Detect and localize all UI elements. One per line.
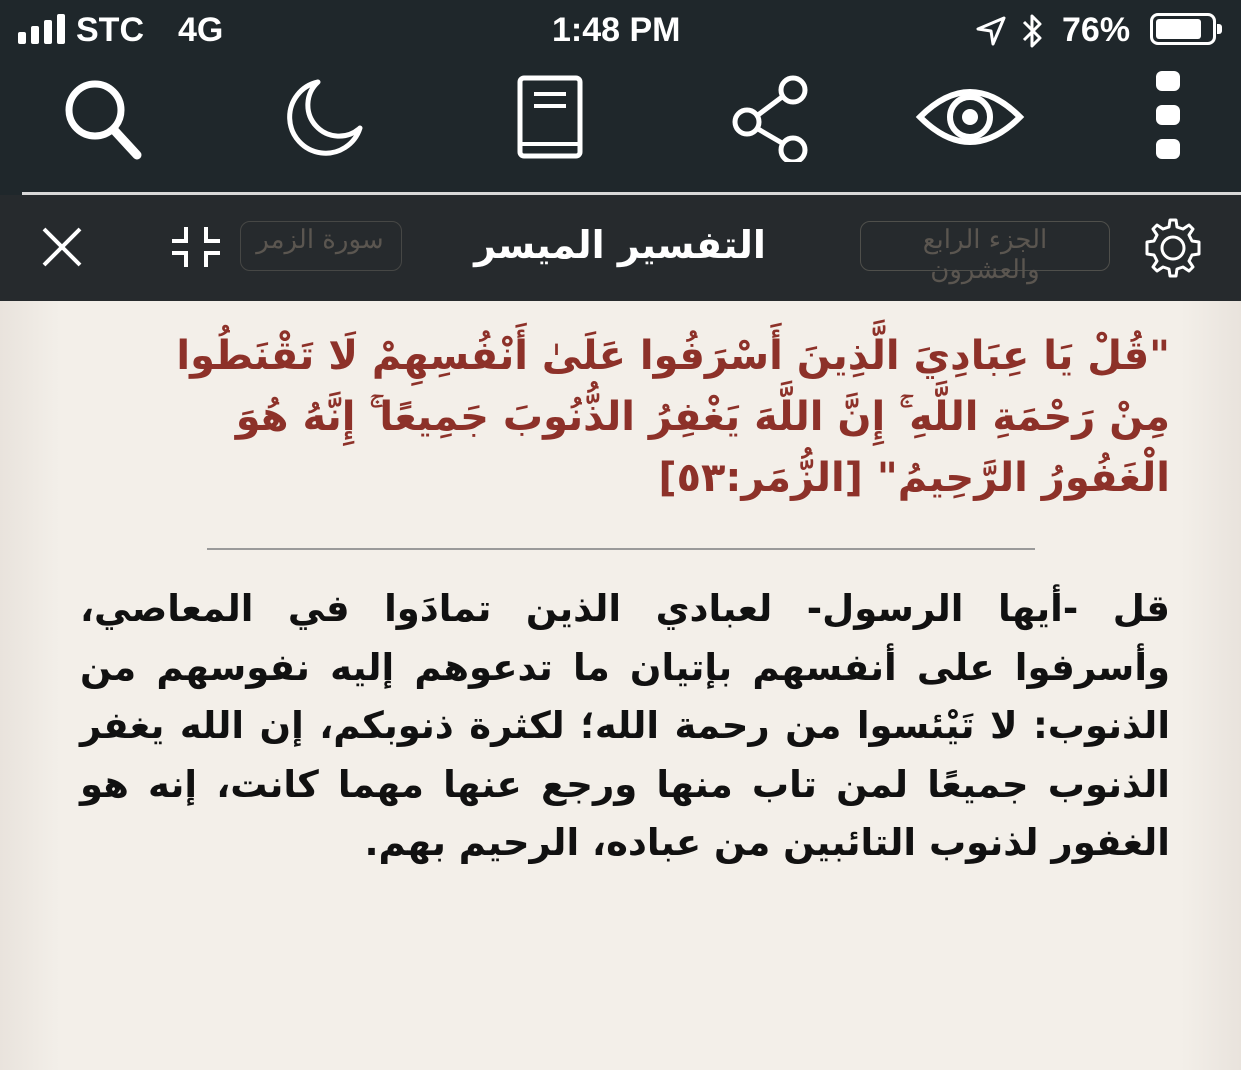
share-icon xyxy=(723,72,813,162)
tafsir-panel-header xyxy=(0,195,1241,301)
clock: 1:48 PM xyxy=(552,11,681,49)
tafsir-book-button[interactable] xyxy=(490,62,610,172)
verse-text: "قُلْ يَا عِبَادِيَ الَّذِينَ أَسْرَفُوا عَلَىٰ أَنْفُسِهِمْ لَا تَقْنَطُوا مِنْ رَحْمَةِ اللَّهِ ۚ إِنَّ اللَّهَ يَغْفِرُ الذُّنُوبَ جَمِيعًا ۚ إِنَّهُ هُوَ الْغَفُورُ الرَّحِيمُ" [الزُّمَر:٥٣] xyxy=(176,333,1170,501)
book-icon xyxy=(510,72,590,162)
juz-label: الجزء الرابع والعشرون xyxy=(922,225,1048,285)
network-label: 4G xyxy=(178,11,224,49)
battery-icon xyxy=(1150,13,1216,45)
collapse-icon xyxy=(168,221,224,273)
surah-label: سورة الزمر xyxy=(256,225,384,255)
collapse-button[interactable] xyxy=(168,221,224,273)
separator xyxy=(207,548,1035,550)
eye-icon xyxy=(915,77,1025,157)
settings-button[interactable] xyxy=(1140,215,1206,281)
night-mode-button[interactable] xyxy=(265,62,385,172)
decorative-border xyxy=(0,301,60,1070)
status-bar xyxy=(0,0,1241,62)
search-button[interactable] xyxy=(44,62,164,172)
panel-title: التفسير الميسر xyxy=(474,223,766,267)
search-icon xyxy=(59,72,149,162)
decorative-border-right xyxy=(1181,301,1241,1070)
carrier-label: STC xyxy=(76,11,144,49)
bluetooth-icon xyxy=(1020,12,1046,50)
more-icon xyxy=(1148,67,1188,167)
moon-icon xyxy=(280,72,370,162)
toolbar xyxy=(0,62,1241,192)
tafsir-text: قل -أيها الرسول- لعبادي الذين تمادَوا في المعاصي، وأسرفوا على أنفسهم بإتيان ما تدعوهم إليه نفوسهم من الذنوب: لا تَيْئسوا من رحمة الله؛ لكثرة ذنوبكم، إن الله يغفر الذنوب جميعًا لمن تاب منها ورجع عنها مهما كانت، إنه هو الغفور لذنوب التائبين من عباده، الرحيم بهم. xyxy=(80,587,1170,864)
share-button[interactable] xyxy=(708,62,828,172)
signal-icon xyxy=(18,14,65,44)
battery-percent: 76% xyxy=(1062,11,1131,49)
close-button[interactable] xyxy=(36,221,88,273)
location-icon xyxy=(974,14,1008,48)
close-icon xyxy=(36,221,88,273)
view-button[interactable] xyxy=(910,62,1030,172)
more-button[interactable] xyxy=(1108,62,1228,172)
gear-icon xyxy=(1140,215,1206,281)
